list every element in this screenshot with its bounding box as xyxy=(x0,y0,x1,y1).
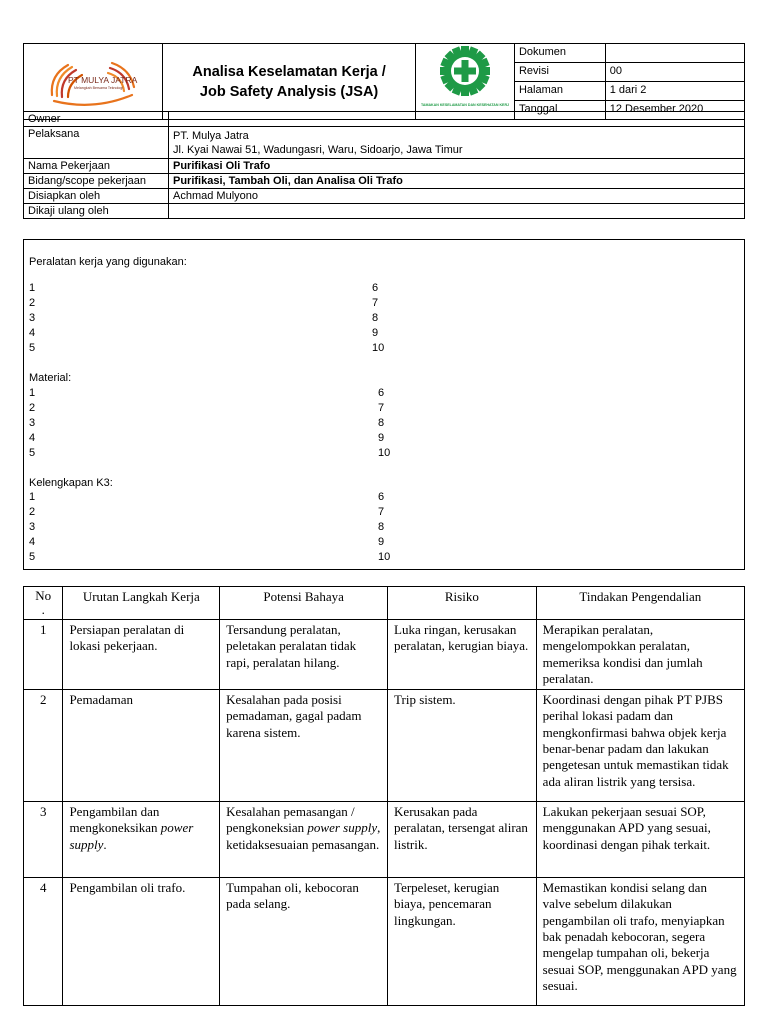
job-steps-table xyxy=(23,586,745,1006)
pelaksana-value xyxy=(169,127,745,159)
table-row xyxy=(24,878,745,1006)
logo-cell xyxy=(24,44,163,120)
table-row xyxy=(24,620,745,690)
material-right-10: 10 xyxy=(378,447,391,459)
row-tindakan: Lakukan pekerjaan sesuai SOP, menggunakan APD yang sesuai, koordinasi dengan pihak terkait. xyxy=(536,802,744,878)
disiapkan-label: Disiapkan oleh xyxy=(24,189,169,204)
scope-value: Purifikasi, Tambah Oli, dan Analisa Oli Trafo xyxy=(169,174,745,189)
row-risiko: Luka ringan, kerusakan peralatan, kerugian biaya. xyxy=(388,620,537,690)
k3-caption: UTAMAKAN KESELAMATAN DAN KESEHATAN KERJA xyxy=(420,103,509,107)
peralatan-right-6: 6 xyxy=(372,282,379,294)
pekerjaan-label: Nama Pekerjaan xyxy=(24,159,169,174)
k3-title: Kelengkapan K3: xyxy=(29,477,113,489)
doc-label-tanggal: Tanggal xyxy=(514,101,605,120)
row-bahaya: Tersandung peralatan, peletakan peralatan tidak rapi, peralatan hilang. xyxy=(220,620,388,690)
doc-label-dokumen: Dokumen xyxy=(514,44,605,63)
peralatan-title: Peralatan kerja yang digunakan: xyxy=(29,256,187,268)
row-no: 4 xyxy=(24,878,63,1006)
equipment-list-box xyxy=(23,239,745,570)
k3-right-10: 10 xyxy=(378,551,391,563)
peralatan-right-10: 10 xyxy=(372,342,385,354)
doc-label-revisi: Revisi xyxy=(514,63,605,82)
peralatan-left-3: 3 xyxy=(29,312,36,324)
doc-label-halaman: Halaman xyxy=(514,82,605,101)
company-logo xyxy=(24,45,158,113)
owner-value xyxy=(169,112,745,127)
row-langkah: Persiapan peralatan di lokasi pekerjaan. xyxy=(63,620,220,690)
row-tindakan: Merapikan peralatan, mengelompokkan peralatan, memeriksa kondisi dan jumlah peralatan. xyxy=(536,620,744,690)
header-risiko: Risiko xyxy=(388,587,537,620)
table-row xyxy=(24,690,745,802)
title-line-2: Job Safety Analysis (JSA) xyxy=(199,83,379,100)
peralatan-left-5: 5 xyxy=(29,342,36,354)
material-left-1: 1 xyxy=(29,387,36,399)
material-right-8: 8 xyxy=(378,417,385,429)
row-no: 2 xyxy=(24,690,63,802)
material-left-3: 3 xyxy=(29,417,36,429)
peralatan-right-7: 7 xyxy=(372,297,379,309)
title-line-1: Analisa Keselamatan Kerja / xyxy=(192,63,386,80)
material-left-5: 5 xyxy=(29,447,36,459)
k3-left-4: 4 xyxy=(29,536,36,548)
row-no: 1 xyxy=(24,620,63,690)
document-header xyxy=(23,43,745,120)
row-risiko: Trip sistem. xyxy=(388,690,537,802)
doc-value-halaman: 1 dari 2 xyxy=(605,82,744,101)
doc-value-dokumen xyxy=(605,44,744,63)
row-tindakan: Koordinasi dengan pihak PT PJBS perihal lokasi padam dan mengkonfirmasi bahwa objek kerja benar-benar padam dan lakukan pengetesan untuk memastikan tidak ada aliran listrik yang tersisa. xyxy=(536,690,744,802)
owner-label: Owner xyxy=(24,112,169,127)
k3-left-1: 1 xyxy=(29,491,36,503)
k3-right-7: 7 xyxy=(378,506,385,518)
logo-tagline: Melangkah Bersama Teknologi xyxy=(74,86,124,90)
pekerjaan-value: Purifikasi Oli Trafo xyxy=(169,159,745,174)
row-bahaya: Kesalahan pemasangan / pengkoneksian power supply, ketidaksesuaian pemasangan. xyxy=(220,802,388,878)
header-bahaya: Potensi Bahaya xyxy=(220,587,388,620)
logo-text: PT MULYA JATRA xyxy=(68,75,138,85)
row-bahaya: Kesalahan pada posisi pemadaman, gagal padam karena sistem. xyxy=(220,690,388,802)
header-tindakan: Tindakan Pengendalian xyxy=(536,587,744,620)
material-left-2: 2 xyxy=(29,402,36,414)
row-risiko: Terpeleset, kerugian biaya, pencemaran lingkungan. xyxy=(388,878,537,1006)
k3-logo-cell xyxy=(415,44,514,120)
k3-left-5: 5 xyxy=(29,551,36,563)
k3-left-3: 3 xyxy=(29,521,36,533)
job-info-table xyxy=(23,111,745,219)
material-right-6: 6 xyxy=(378,387,385,399)
material-right-9: 9 xyxy=(378,432,385,444)
k3-right-8: 8 xyxy=(378,521,385,533)
k3-left-2: 2 xyxy=(29,506,36,518)
peralatan-left-4: 4 xyxy=(29,327,36,339)
document-title xyxy=(163,44,416,120)
row-langkah: Pengambilan dan mengkoneksikan power supply. xyxy=(63,802,220,878)
material-left-4: 4 xyxy=(29,432,36,444)
header-langkah: Urutan Langkah Kerja xyxy=(63,587,220,620)
doc-value-tanggal: 12 Desember 2020 xyxy=(605,101,744,120)
table-header-row xyxy=(24,587,745,620)
row-no: 3 xyxy=(24,802,63,878)
disiapkan-value: Achmad Mulyono xyxy=(169,189,745,204)
dikaji-label: Dikaji ulang oleh xyxy=(24,204,169,219)
k3-safety-logo xyxy=(421,44,509,114)
scope-label: Bidang/scope pekerjaan xyxy=(24,174,169,189)
k3-right-9: 9 xyxy=(378,536,385,548)
row-bahaya: Tumpahan oli, kebocoran pada selang. xyxy=(220,878,388,1006)
peralatan-right-9: 9 xyxy=(372,327,379,339)
table-row xyxy=(24,802,745,878)
k3-right-6: 6 xyxy=(378,491,385,503)
row-risiko: Kerusakan pada peralatan, tersengat aliran listrik. xyxy=(388,802,537,878)
doc-value-revisi: 00 xyxy=(605,63,744,82)
peralatan-left-2: 2 xyxy=(29,297,36,309)
header-no: No . xyxy=(24,587,63,620)
material-right-7: 7 xyxy=(378,402,385,414)
dikaji-value xyxy=(169,204,745,219)
pelaksana-address: Jl. Kyai Nawai 51, Wadungasri, Waru, Sidoarjo, Jawa Timur xyxy=(173,144,463,156)
row-langkah: Pemadaman xyxy=(63,690,220,802)
peralatan-left-1: 1 xyxy=(29,282,36,294)
pelaksana-name: PT. Mulya Jatra xyxy=(173,130,249,142)
peralatan-right-8: 8 xyxy=(372,312,379,324)
row-tindakan: Memastikan kondisi selang dan valve sebelum dilakukan pengambilan oli trafo, menyiapkan bak penadah kebocoran, segera mengelap tumpahan oli, bekerja sesuai SOP, menggunakan APD yang sesuai. xyxy=(536,878,744,1006)
material-title: Material: xyxy=(29,372,72,384)
pelaksana-label: Pelaksana xyxy=(24,127,169,159)
row-langkah: Pengambilan oli trafo. xyxy=(63,878,220,1006)
